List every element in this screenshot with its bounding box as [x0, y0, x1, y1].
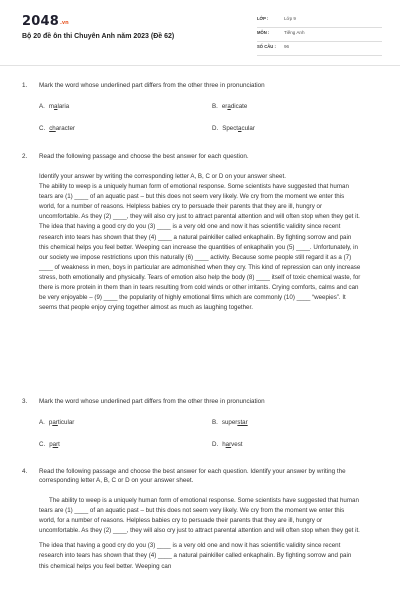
question-number: 3.: [22, 398, 28, 405]
info-key-question-count: SỐ CÂU :: [257, 44, 276, 49]
passage-instruction: Identify your answer by writing the corresponding letter A, B, C or D on your answer sheet.: [39, 173, 286, 180]
question-stem: Read the following passage and choose the best answer for each question.: [39, 153, 249, 160]
passage-body: The ability to weep is a uniquely human form of emotional response. Some scientists have suggested that human tears are (1) ____ of an aquatic past – but this does not seem very likely. We cry from the moment we enter this world, for a number of reasons. Helpless babies cry to persuade their parents that they are ill, hungry or uncomfortable. As they (2) ____, they will also cry just to attract parental attention and will often stop when they get it. The idea that having a good cry do you (3) ____ is a very old one and now it has scientific validity since recent research into tears has shown that they (4) ____ a natural painkiller called enkaphalin. By fighting sorrow and pain this chemical helps you feel better. Weeping can increase the quantities of enkaphalin you (5) ____. Unfortunately, in our society we impose restrictions upon this naturally (6) ____ activity. Because some people still regard it as a (7) ____ of weakness in men, boys in particular are admonished when they cry. This kind of repression can only increase stress, both emotionally and physically. Tears of emotion also help the body (8) ____ itself of toxic chemical waste, for there is more protein in them than in tears resulting from cold winds or other irritants. Crying comforts, calms and can be very enjoyable – (9) ____ the popularity of highly emotional films which are commonly (10) ____ “weepies”. It seems that people enjoy crying together almost as much as laughing together.: [39, 183, 361, 312]
info-value-question-count: 96: [284, 44, 290, 49]
reading-passage: [39, 172, 361, 313]
question-stem: Mark the word whose underlined part differs from the other three in pronunciation: [39, 398, 265, 405]
option-d[interactable]: D. harvest: [212, 441, 243, 448]
option-a[interactable]: A. particular: [39, 419, 75, 426]
option-d[interactable]: D. Spectacular: [212, 125, 255, 132]
document-header: [0, 0, 400, 68]
option-b[interactable]: B. eradicate: [212, 103, 248, 110]
passage-paragraph-1: The ability to weep is a uniquely human form of emotional response. Some scientists have suggested that human tears are (1) ____ of an aquatic past – but this does not seem very likely. We cry from the moment we enter this world, for a number of reasons. Helpless babies cry to persuade their parents that they are ill, hungry or uncomfortable. As they (2) ____, they will also cry just to attract parental attention and will often stop when they get it.: [39, 497, 360, 535]
question-number: 2.: [22, 153, 28, 160]
info-value-subject: Tiếng Anh: [284, 30, 305, 35]
info-row-question-count: [257, 41, 382, 56]
option-a[interactable]: A. malaria: [39, 103, 70, 110]
header-divider: [0, 65, 400, 66]
question-number: 1.: [22, 82, 28, 89]
question-stem: Mark the word whose underlined part differs from the other three in pronunciation: [39, 82, 265, 89]
document-title: Bộ 20 đề ôn thi Chuyên Anh năm 2023 (Đề 62): [22, 33, 175, 40]
info-row-class: [257, 13, 382, 28]
reading-passage: [39, 496, 361, 572]
info-key-subject: MÔN :: [257, 30, 270, 35]
logo-domain: .vn: [59, 20, 69, 26]
option-b[interactable]: B. superstar: [212, 419, 248, 426]
info-key-class: LỚP :: [257, 16, 269, 21]
passage-paragraph-2: The idea that having a good cry do you (3) ____ is a very old one and now it has scientific validity since recent research into tears has shown that they (4) ____ a natural painkiller called enkaphalin. By fighting sorrow and pain this chemical helps you feel better. Weeping can: [39, 542, 352, 570]
option-c[interactable]: C. character: [39, 125, 75, 132]
question-stem: Read the following passage and choose the best answer for each question. Identify your answer by writing the corresponding letter A, B, C or D on your answer sheet.: [39, 468, 346, 484]
info-value-class: Lớp 9: [284, 16, 296, 21]
logo-text: 2048: [22, 14, 59, 29]
question-number: 4.: [22, 468, 28, 475]
info-row-subject: [257, 27, 382, 42]
site-logo[interactable]: [22, 14, 69, 29]
option-c[interactable]: C. part: [39, 441, 60, 448]
